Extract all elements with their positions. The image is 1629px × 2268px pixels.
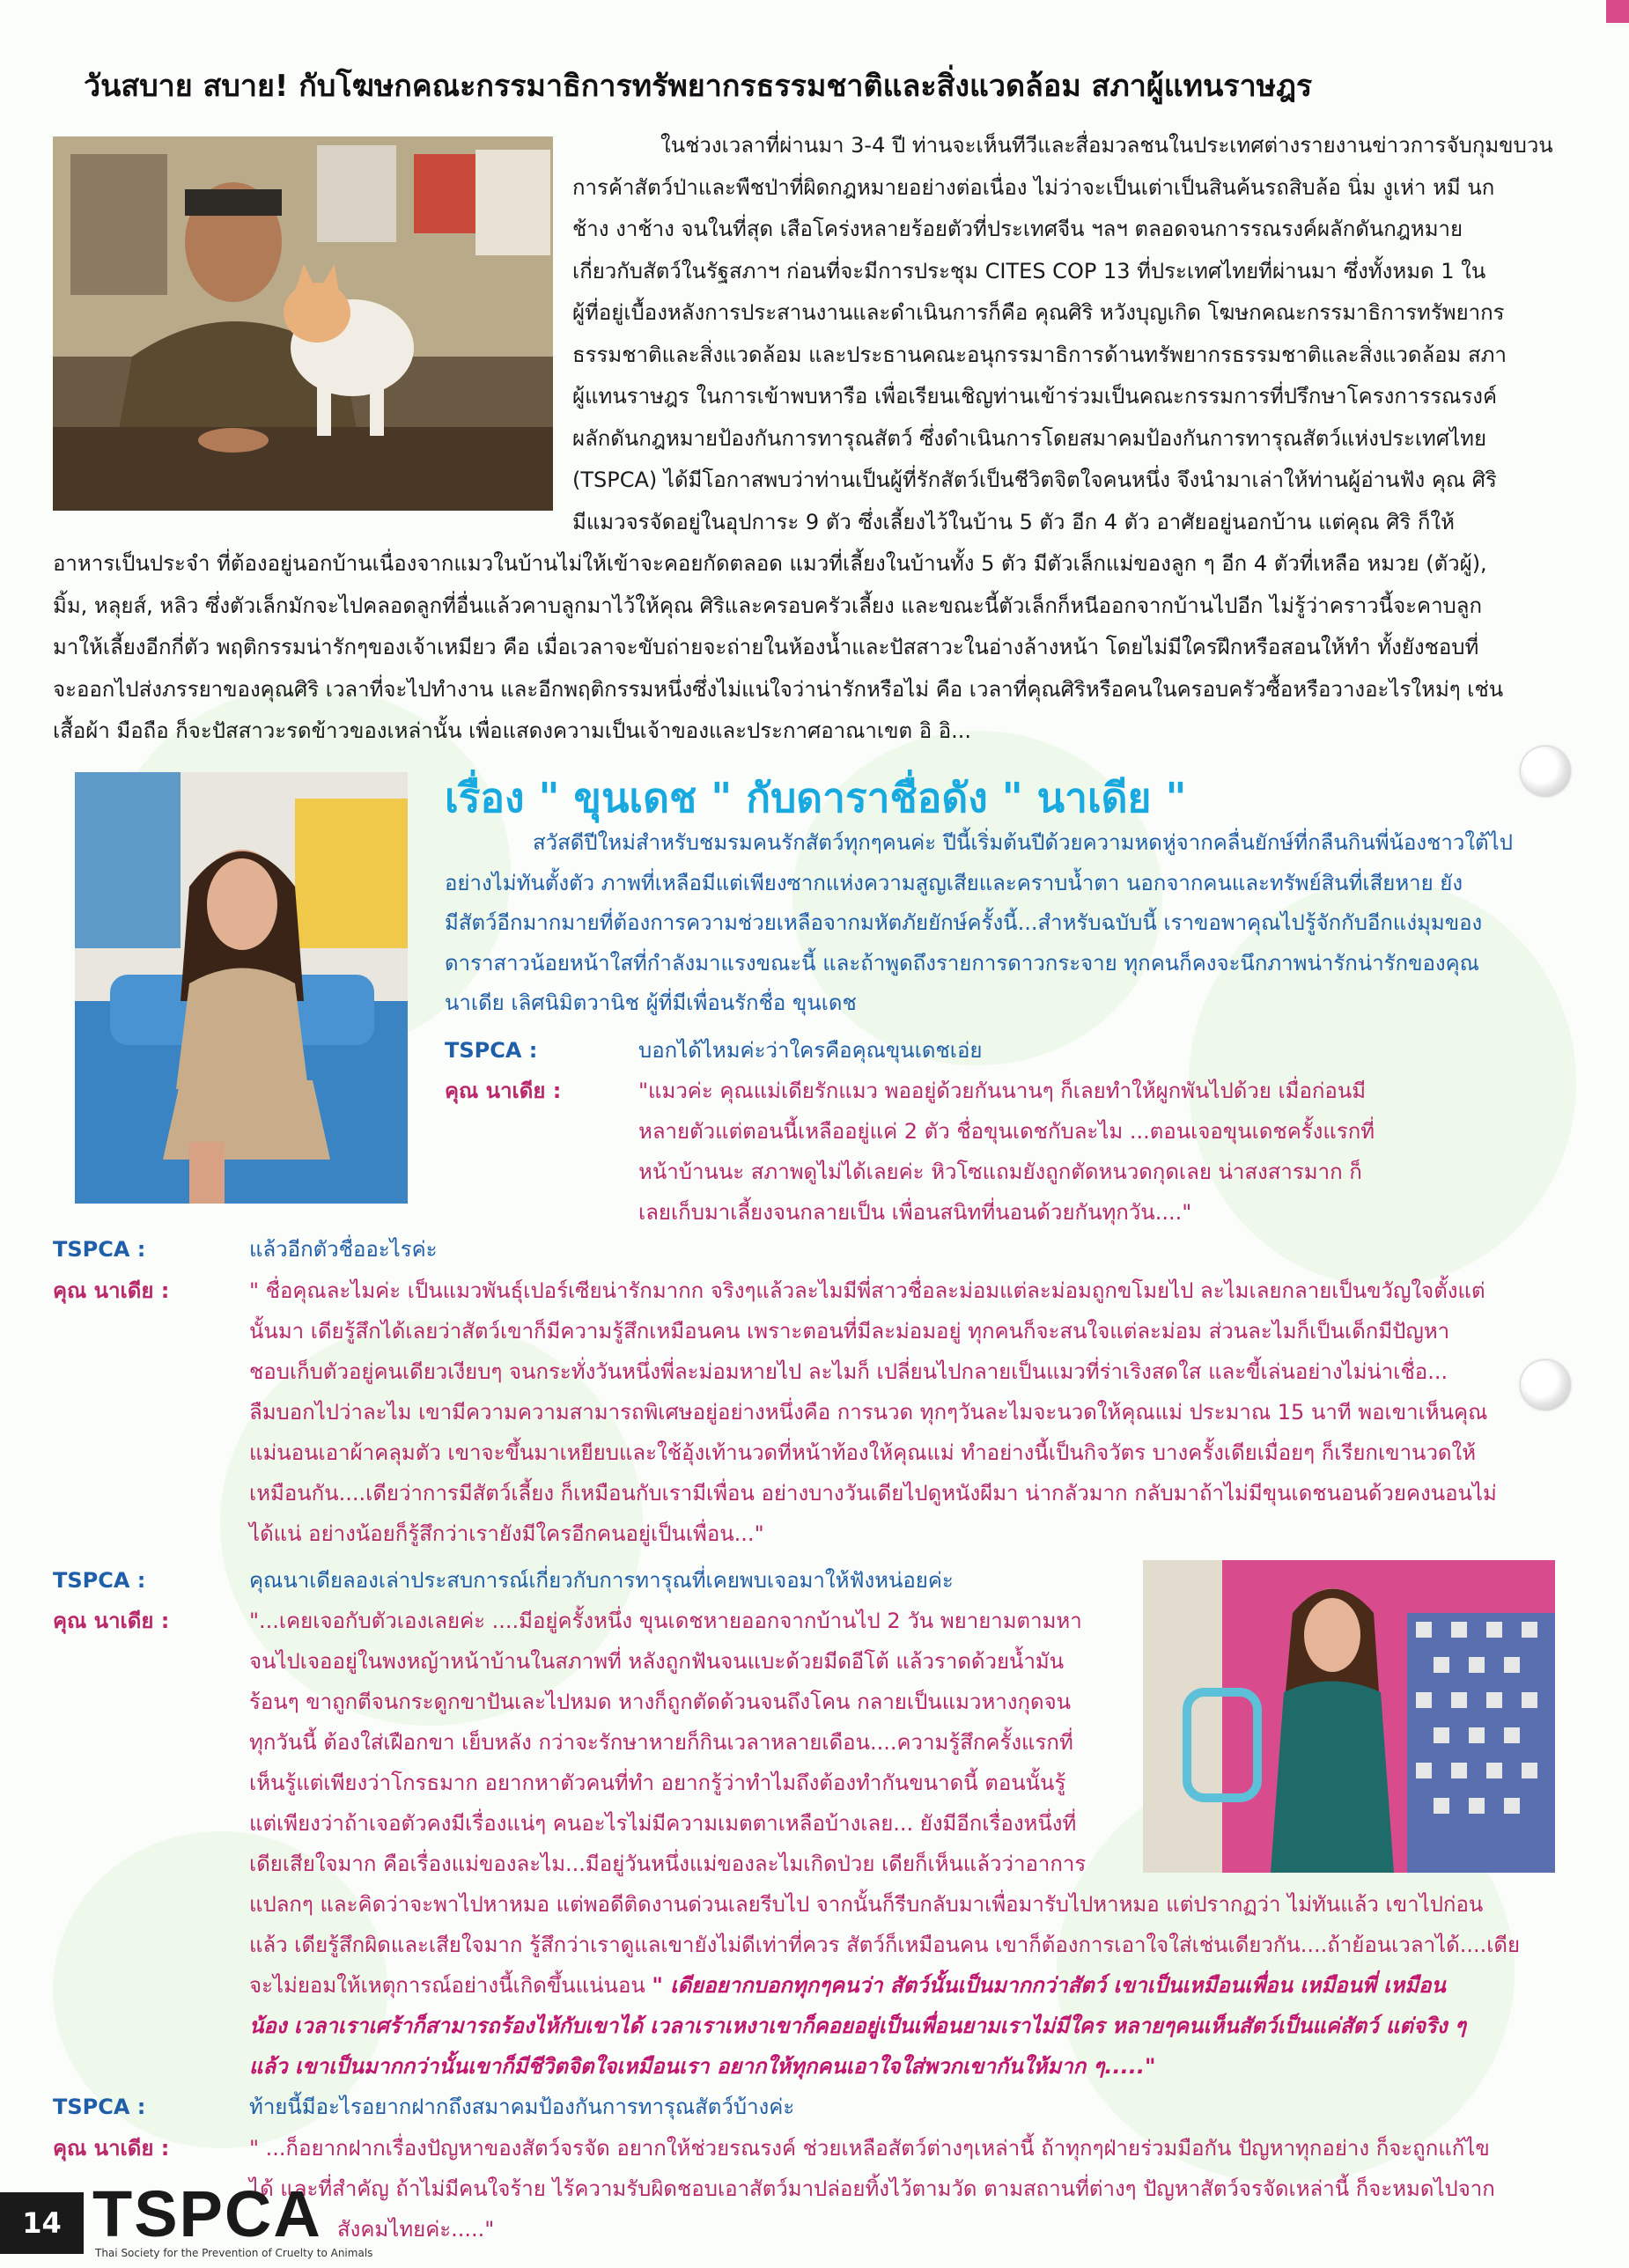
question-text: แล้วอีกตัวชื่ออะไรค่ะ (249, 1237, 438, 1262)
text-line: เลยเก็บมาเลี้ยงจนกลายเป็น เพื่อนสนิทที่นอนด้วยกันทุกวัน...." (638, 1200, 1192, 1225)
text-line: แปลกๆ และคิดว่าจะพาไปหาหมอ แต่พอดีติดงานด่วนเลยรีบไป จากนั้นก็รีบกลับมาเพื่อมารับไปหาหมอ แต่ปรากฏว่า ไม่ทันแล้ว เขาไปก่อน (249, 1892, 1484, 1917)
text-line: ดาราสาวน้อยหน้าใสที่กำลังมาแรงขณะนี้ และถ้าพูดถึงรายการดาวกระจาย ทุกคนก็คงจะนึกภาพน่ารักน่ารักของคุณ (445, 950, 1479, 976)
answer-continuation (249, 1884, 1579, 2087)
text-line: ผู้แทนราษฎร ในการเข้าพบหารือ เพื่อเรียนเชิญท่านเข้าร่วมเป็นคณะกรรมการที่ปรึกษาโครงการรณรงค์ (572, 384, 1498, 409)
text-line: มาให้เลี้ยงอีกกี่ตัว พฤติกรรมน่ารักๆของเจ้าเหมียว คือ เมื่อเวลาจะขับถ่ายจะถ่ายในห้องน้ำและปัสสาวะในอ่างล้างหน้า โดยไม่มีใครฝึกหรือสอนให้ทำ ทั้งยังชอบที่ (53, 635, 1479, 659)
tspca-logo: TSPCA (92, 2177, 322, 2250)
text-line: อย่างไม่ทันตั้งตัว ภาพที่เหลือมีแต่เพียงซากแห่งความสูญเสียและคราบน้ำตา นอกจากคนและทรัพย์สินที่เสียหาย ยัง (445, 870, 1463, 895)
photo-man-with-cat (53, 136, 553, 511)
question-text: คุณนาเดียลองเล่าประสบการณ์เกี่ยวกับการทารุณที่เคยพบเจอมาให้ฟังหน่อยค่ะ (249, 1568, 954, 1593)
text-line: (TSPCA) ได้มีโอกาสพบว่าท่านเป็นผู้ที่รักสัตว์เป็นชีวิตจิตใจคนหนึ่ง จึงนำมาเล่าให้ท่านผู้อ่านฟัง คุณ ศิริ (572, 468, 1497, 492)
text-line: ได้ และที่สำคัญ ถ้าไม่มีคนใจร้าย ไร้ความรับผิดชอบเอาสัตว์มาปล่อยทิ้งไว้ตามวัด ตามสถานที่ต่างๆ ปัญหาสัตว์จรจัดเหล่านี้ ก็จะหมดไปจาก (249, 2176, 1495, 2201)
story-intro-paragraph (445, 823, 1581, 1024)
binder-hole (1521, 747, 1570, 796)
answer-text (249, 2128, 1579, 2250)
text-line: สังคมไทยค่ะ....." (337, 2217, 495, 2242)
text-line: ลืมบอกไปว่าละไม เขามีความความสามารถพิเศษอยู่อย่างหนึ่งคือ การนวด ทุกๆวันละไมจะนวดให้คุณแม่ ประมาณ 15 นาที พอเขาเห็นคุณ (249, 1400, 1488, 1425)
article-intro-paragraph (572, 125, 1576, 543)
page-edge-mark (1606, 0, 1629, 23)
answer-text (249, 1601, 1130, 1884)
text-line: "แมวค่ะ คุณแม่เดียรักแมว พออยู่ด้วยกันนานๆ ก็เลยทำให้ผูกพันไปด้วย เมื่อก่อนมี (638, 1079, 1367, 1103)
text-segment: จะไม่ยอมให้เหตุการณ์อย่างนี้เกิดขึ้นแน่นอน (249, 1973, 652, 1998)
text-line: สวัสดีปีใหม่สำหรับชมรมคนรักสัตว์ทุกๆคนค่ะ ปีนี้เริ่มต้นปีด้วยความหดหู่จากคลื่นยักษ์ที่กลืนกินพี่น้องชาวใต้ไป (533, 830, 1513, 855)
text-line: เห็นรู้แต่เพียงว่าโกรธมาก อยากหาตัวคนที่ทำ อยากรู้ว่าทำไมถึงต้องทำกันขนาดนี้ ตอนนั้นรู้ (249, 1771, 1066, 1795)
text-line: มีแมวจรจัดอยู่ในอุปการะ 9 ตัว ซึ่งเลี้ยงไว้ในบ้าน 5 ตัว อีก 4 ตัว อาศัยอยู่นอกบ้าน แต่คุณ ศิริ ก็ให้ (572, 509, 1455, 534)
nadia-label: คุณ นาเดีย : (53, 2136, 170, 2161)
answer-text (638, 1071, 1572, 1233)
story-title: เรื่อง " ขุนเดช " กับดาราชื่อดัง " นาเดีย " (445, 774, 1187, 821)
text-line: ธรรมชาติและสิ่งแวดล้อม และประธานคณะอนุกรรมาธิการด้านทรัพยากรธรรมชาติและสิ่งแวดล้อม สภา (572, 342, 1507, 367)
text-line: ผลักดันกฎหมายป้องกันการทารุณสัตว์ ซึ่งดำเนินการโดยสมาคมป้องกันการทารุณสัตว์แห่งประเทศไทย (572, 425, 1487, 451)
text-line: แม่นอนเอาผ้าคลุมตัว เขาจะขึ้นมาเหยียบและใช้อุ้งเท้านวดที่หน้าท้องให้คุณแม่ ทำอย่างนี้เป็นกิจวัตร บางครั้งเดียเมื่อยๆ ก็เรียกเขานวดให้ (249, 1440, 1477, 1465)
text-line: มิ้ม, หลุยส์, หลิว ซึ่งตัวเล็กมักจะไปคลอดลูกที่อื่นแล้วคาบลูกมาไว้ให้คุณ ศิริและครอบครัวเลี้ยง และขณะนี้ตัวเล็กก็หนีออกจากบ้านไปอีก ไม่รู้ว่าคราวนี้จะคาบลูก (53, 593, 1483, 618)
question-text: ท้ายนี้มีอะไรอยากฝากถึงสมาคมป้องกันการทารุณสัตว์บ้างค่ะ (249, 2095, 795, 2119)
photo-nadia-seated (75, 772, 408, 1204)
emphasized-quote-line: แล้ว เขาเป็นมากกว่านั้นเขาก็มีชีวิตจิตใจเหมือนเรา อยากให้ทุกคนเอาใจใส่พวกเขากันให้มาก ๆ....." (249, 2054, 1156, 2079)
photo-nadia-standing (1143, 1560, 1555, 1873)
text-line: แต่เพียงว่าถ้าเจอตัวคงมีเรื่องแน่ๆ คนอะไรไม่มีความเมตตาเหลือบ้างเลย... ยังมีอีกเรื่องหนึ่งที่ (249, 1811, 1077, 1836)
nadia-label: คุณ นาเดีย : (53, 1278, 170, 1303)
text-line: ในช่วงเวลาที่ผ่านมา 3-4 ปี ท่านจะเห็นทีวีและสื่อมวลชนในประเทศต่างรายงานข่าวการจับกุมขบวน (660, 133, 1553, 158)
text-line: เดียเสียใจมาก คือเรื่องแม่ของละไม...มีอยู่วันหนึ่งแม่ของละไมเกิดป่วย เดียก็เห็นแล้วว่าอาการ (249, 1852, 1087, 1876)
text-line: หน้าบ้านนะ สภาพดูไม่ได้เลยค่ะ หิวโซแถมยังถูกตัดหนวดกุดเลย น่าสงสารมาก ก็ (638, 1160, 1362, 1184)
text-line: เสื้อผ้า มือถือ ก็จะปัสสาวะรดข้าวของเหล่านั้น เพื่อแสดงความเป็นเจ้าของและประกาศอาณาเขต อิ อิ... (53, 718, 972, 743)
text-line: "...เคยเจอกับตัวเองเลยค่ะ ....มีอยู่ครั้งหนึ่ง ขุนเดชหายออกจากบ้านไป 2 วัน พยายามตามหา (249, 1609, 1082, 1633)
text-line: หลายตัวแต่ตอนนี้เหลืออยู่แค่ 2 ตัว ชื่อขุนเดชกับละไม ...ตอนเจอขุนเดชครั้งแรกที่ (638, 1119, 1375, 1144)
nadia-label: คุณ นาเดีย : (53, 1609, 170, 1633)
text-line: มีสัตว์อีกมากมายที่ต้องการความช่วยเหลือจากมหัตภัยยักษ์ครั้งนี้...สำหรับฉบับนี้ เราขอพาคุณไปรู้จักกับอีกแง่มุมของ (445, 910, 1483, 935)
emphasized-quote: " เดียอยากบอกทุกๆคนว่า สัตว์นั้นเป็นมากกว่าสัตว์ เขาเป็นเหมือนเพื่อน เหมือนพี่ เหมือน (652, 1973, 1446, 1998)
text-line: ร้อนๆ ขาถูกตีจนกระดูกขาปันเละไปหมด หางก็ถูกตัดด้วนจนถึงโคน กลายเป็นแมวหางกุดจน (249, 1690, 1072, 1714)
text-line: เกี่ยวกับสัตว์ในรัฐสภาฯ ก่อนที่จะมีการประชุม CITES COP 13 ที่ประเทศไทยที่ผ่านมา ซึ่งทั้งหมด 1 ใน (572, 258, 1486, 284)
tspca-label: TSPCA : (445, 1038, 538, 1063)
text-line: " ...ก็อยากฝากเรื่องปัญหาของสัตว์จรจัด อยากให้ช่วยรณรงค์ ช่วยเหลือสัตว์ต่างๆเหล่านี้ ถ้าทุกๆฝ่ายร่วมมือกัน ปัญหาทุกอย่าง ก็จะถูกแก้ไข (249, 2136, 1490, 2161)
text-line: แล้ว เดียรู้สึกผิดและเสียใจมาก รู้สึกว่าเราดูแลเขายังไม่ดีเท่าที่ควร สัตว์ก็เหมือนคน เขาก็ต้องการเอาใจใส่เช่นเดียวกัน....ถ้าย้อนเวลาได้....เดีย (249, 1933, 1521, 1957)
question-text: บอกได้ไหมค่ะว่าใครคือคุณขุนเดชเอ่ย (638, 1038, 983, 1063)
text-line: ช้าง งาช้าง จนในที่สุด เสือโคร่งหลายร้อยตัวที่ประเทศจีน ฯลฯ ตลอดจนการรณรงค์ผลักดันกฎหมาย (572, 217, 1463, 241)
logo-tagline: Thai Society for the Prevention of Cruelty to Animals (95, 2247, 373, 2259)
article-continuation (53, 543, 1576, 753)
text-line: อาหารเป็นประจำ ที่ต้องอยู่นอกบ้านเนื่องจากแมวในบ้านไม่ให้เข้าจะคอยกัดตลอด แมวที่เลี้ยงในบ้านทั้ง 5 ตัว มีตัวเล็กแม่ของลูก ๆ อีก 4 ตัวที่เหลือ หมวย (ตัวผู้), (53, 551, 1487, 576)
text-line: นาเดีย เลิศนิมิตวานิช ผู้ที่มีเพื่อนรักชื่อ ขุนเดช (445, 990, 857, 1015)
text-line (249, 1965, 1579, 2006)
page-headline: วันสบาย สบาย! กับโฆษกคณะกรรมาธิการทรัพยากรธรรมชาติและสิ่งแวดล้อม สภาผู้แทนราษฎร (84, 69, 1313, 104)
tspca-label: TSPCA : (53, 2095, 146, 2119)
tspca-label: TSPCA : (53, 1237, 146, 1262)
nadia-label: คุณ นาเดีย : (445, 1079, 562, 1103)
text-line: จนไปเจออยู่ในพงหญ้าหน้าบ้านในสภาพที่ หลังถูกฟันจนแบะด้วยมีดอีโต้ แล้วราดด้วยน้ำมัน (249, 1649, 1065, 1674)
tspca-label: TSPCA : (53, 1568, 146, 1593)
text-line: การค้าสัตว์ป่าและพืชป่าที่ผิดกฎหมายอย่างต่อเนื่อง ไม่ว่าจะเป็นเต่าเป็นสินค้นรถสิบล้อ นิ่ม งูเห่า หมี นก (572, 174, 1495, 200)
text-line: ผู้ที่อยู่เบื้องหลังการประสานงานและดำเนินการก็คือ คุณศิริ หวังบุญเกิด โฆษกคณะกรรมาธิการทรัพยากร (572, 300, 1505, 325)
text-line: ได้แน่ อย่างน้อยก็รู้สึกว่าเรายังมีใครอีกคนอยู่เป็นเพื่อน..." (249, 1521, 764, 1546)
text-line: นั้นมา เดียรู้สึกได้เลยว่าสัตว์เขาก็มีความรู้สึกเหมือนคน เพราะตอนที่มีละม่อมอยู่ ทุกคนก็จะสนใจแต่ละม่อม ส่วนละไมก็เป็นเด็กมีปัญหา (249, 1319, 1450, 1344)
text-line: จะออกไปส่งภรรยาของคุณศิริ เวลาที่จะไปทำงาน และอีกพฤติกรรมหนึ่งซึ่งไม่แน่ใจว่าน่ารักหรือไม่ คือ เวลาที่คุณศิริหรือคนในครอบครัวซื้อหรือวางอะไรใหม่ๆ เช่น (53, 676, 1504, 702)
page-number: 14 (0, 2192, 84, 2254)
answer-text (249, 1270, 1579, 1554)
text-line: เหมือนกัน....เดียว่าการมีสัตว์เลี้ยง ก็เหมือนกับเรามีเพื่อน อย่างบางวันเดียไปดูหนังผีมา น่ากลัวมาก กลับมาถ้าไม่มีขุนเดชนอนด้วยคงนอนไม่ (249, 1481, 1497, 1506)
text-line: ชอบเก็บตัวอยู่คนเดียวเงียบๆ จนกระทั่งวันหนึ่งพี่ละม่อมหายไป ละไมก็ เปลี่ยนไปกลายเป็นแมวที่ร่าเริงสดใส และขี้เล่นอย่างไม่น่าเชื่อ... (249, 1359, 1448, 1384)
emphasized-quote-line: น้อง เวลาเราเศร้าก็สามารถร้องไห้กับเขาได้ เวลาเราเหงาเขาก็คอยอยู่เป็นเพื่อนยามเราไม่มีใคร หลายๆคนเห็นสัตว์เป็นแค่สัตว์ แต่จริง ๆ (249, 2014, 1466, 2038)
text-line: " ชื่อคุณละไมค่ะ เป็นแมวพันธุ์เปอร์เซียน่ารักมากก จริงๆแล้วละไมมีพี่สาวชื่อละม่อมแต่ละม่อมถูกขโมยไป ละไมเลยกลายเป็นขวัญใจตั้งแต่ (249, 1278, 1485, 1303)
text-line: ทุกวันนี้ ต้องใส่เฝือกขา เย็บหลัง กว่าจะรักษาหายก็กินเวลาหลายเดือน....ความรู้สึกครั้งแรกที่ (249, 1730, 1073, 1755)
